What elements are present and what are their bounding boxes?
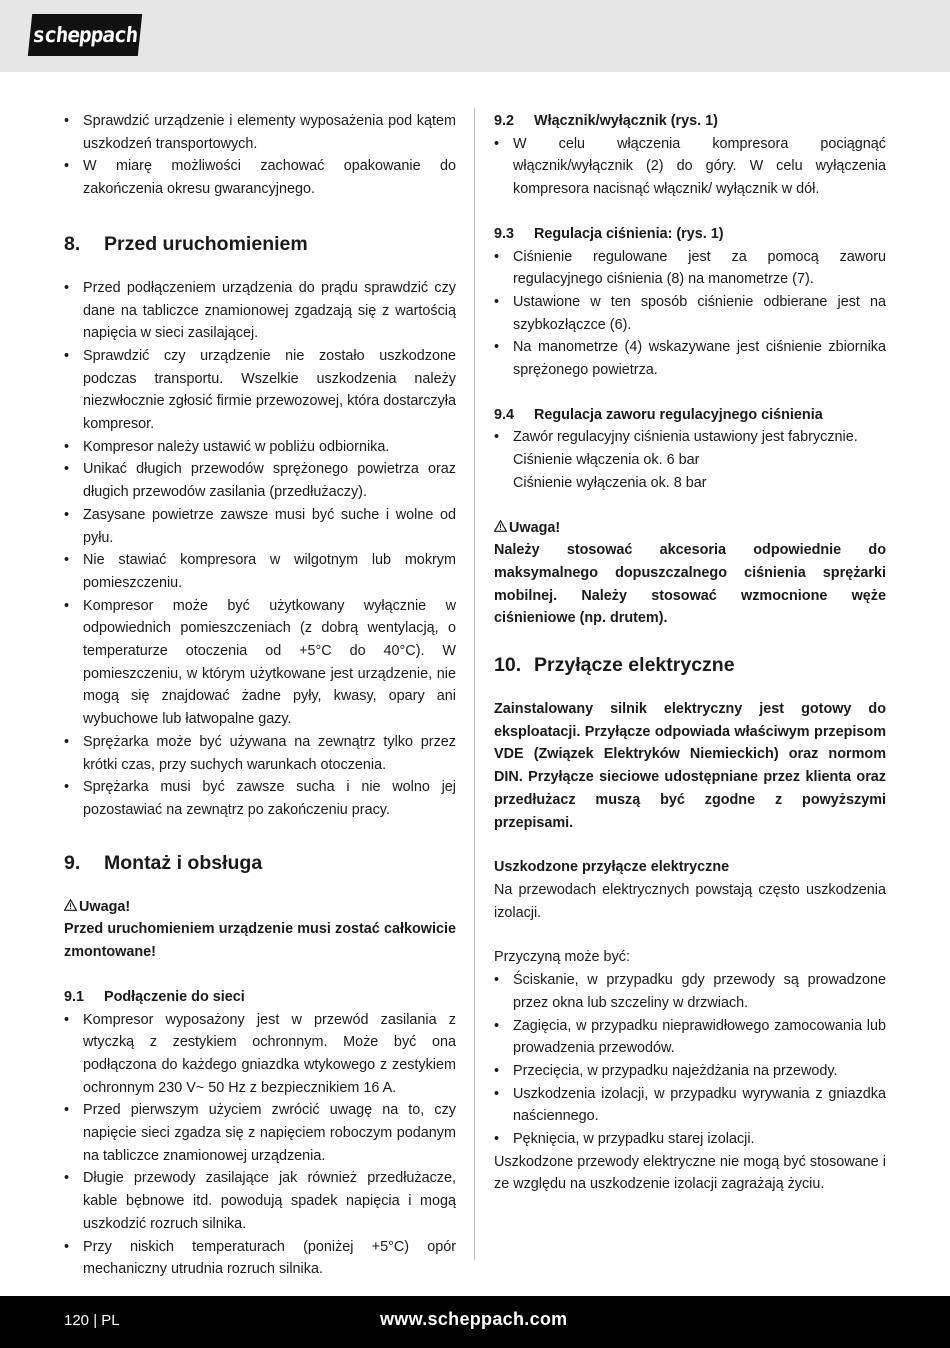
warning-text: Należy stosować akcesoria odpowiednie do maksymalnego dopuszczalnego ciśnienia sprężarki mobilnej. Należy stosować wzmocnione węże ciśnieniowe (np. drutem). <box>494 542 886 627</box>
subsection-9-2-heading <box>494 110 886 133</box>
list-item: • Nie stawiać kompresora w wilgotnym lub mokrym pomieszczeniu. <box>64 549 456 594</box>
causes-bullet-list <box>494 969 886 1151</box>
page-number: 120 | PL <box>64 1312 120 1329</box>
right-column <box>494 110 886 1196</box>
damaged-connection-text: Na przewodach elektrycznych powstają często uszkodzenia izolacji. <box>494 881 886 921</box>
warning-title: Uwaga! <box>79 898 131 915</box>
section-8-heading <box>64 231 456 257</box>
section-number: 10. <box>494 654 522 677</box>
subsection-9-3-bullet-list <box>494 246 886 382</box>
list-item: • Kompresor należy ustawić w pobliżu odbiornika. <box>64 436 456 459</box>
section-10-heading <box>494 652 886 678</box>
list-item: • Sprężarka może być używana na zewnątrz tylko przez krótki czas, przy suchych warunkach otoczenia. <box>64 731 456 776</box>
intro-bullet-list <box>64 110 456 201</box>
list-item: • Unikać długich przewodów sprężonego powietrza oraz długich przewodów zasilania (przedłużaczy). <box>64 458 456 503</box>
list-item: • Sprawdzić czy urządzenie nie zostało uszkodzone podczas transportu. Wszelkie uszkodzenia należy niezwłocznie zgłosić firmie przewozowej, która dostarczyła kompresor. <box>64 345 456 436</box>
subsection-9-4-heading <box>494 404 886 427</box>
list-item: • W celu włączenia kompresora pociągnąć włącznik/wyłącznik (2) do góry. W celu wyłączenia kompresora nacisnąć włącznik/ wyłącznik w dół. <box>494 133 886 201</box>
cause-label: Przyczyną może być: <box>494 949 630 966</box>
section-title: Montaż i obsługa <box>104 851 263 874</box>
section-9-heading <box>64 850 456 876</box>
subsection-9-1-bullet-list <box>64 1009 456 1281</box>
damaged-connection-heading: Uszkodzone przyłącze elektryczne <box>494 859 730 876</box>
list-item: • Kompresor wyposażony jest w przewód zasilania z wtyczką z zestykiem ochronnym. Może być ona podłączona do każdego gniazdka wtykowego z zestykiem ochronnym 230 V~ 50 Hz z bezpiecznikiem 16 A. <box>64 1009 456 1100</box>
list-item: • Uszkodzenia izolacji, w przypadku wyrywania z gniazdka naściennego. <box>494 1083 886 1128</box>
list-item: • Na manometrze (4) wskazywane jest ciśnienie zbiornika sprężonego powietrza. <box>494 336 886 381</box>
pressure-on-value: Ciśnienie włączenia ok. 6 bar <box>513 452 700 469</box>
list-item: • Zasysane powietrze zawsze musi być suche i wolne od pyłu. <box>64 504 456 549</box>
section-10-intro: Zainstalowany silnik elektryczny jest gotowy do eksploatacji. Przyłącze odpowiada właściwym przepisom VDE (Związek Elektryków Niemieckich) oraz normom DIN. Przyłącze sieciowe udostępniane przez klienta oraz przedłużacz muszą być zgodne z powyższymi przepisami. <box>494 701 886 831</box>
closing-text: Uszkodzone przewody elektryczne nie mogą być stosowane i ze względu na uszkodzenie izolacji zagrażają życiu. <box>494 1153 886 1193</box>
warning-text: Przed uruchomieniem urządzenie musi zostać całkowicie zmontowane! <box>64 921 456 961</box>
list-item: • Zawór regulacyjny ciśnienia ustawiony jest fabrycznie. <box>494 426 886 449</box>
subsection-9-3-heading <box>494 223 886 246</box>
warning-box <box>64 896 456 964</box>
page-footer <box>0 1296 950 1348</box>
warning-icon <box>64 896 79 919</box>
left-column <box>64 110 456 1281</box>
list-item: • Przy niskich temperaturach (poniżej +5°C) opór mechaniczny utrudnia rozruch silnika. <box>64 1236 456 1281</box>
section-number: 9. <box>64 851 81 874</box>
subsection-number: 9.2 <box>494 113 515 129</box>
subsection-title: Regulacja zaworu regulacyjnego ciśnienia <box>534 406 823 423</box>
section-title: Przed uruchomieniem <box>104 232 308 255</box>
list-item: • Długie przewody zasilające jak również przedłużacze, kable bębnowe itd. powodują spadek napięcia i mogą uszkodzić rozruch silnika. <box>64 1167 456 1235</box>
list-item: • Kompresor może być użytkowany wyłącznie w odpowiednich pomieszczeniach (z dobrą wentylacją, o temperaturze otoczenia od +5°C do 40°C). W pomieszczeniu, w którym użytkowane jest urządzenie, nie mogą się znajdować żadne pyły, kwasy, opary ani wybuchowe lub łatwopalne gazy. <box>64 595 456 731</box>
list-item: • Ściskanie, w przypadku gdy przewody są prowadzone przez okna lub szczeliny w drzwiach. <box>494 969 886 1014</box>
list-item: • Przecięcia, w przypadku najeżdżania na przewody. <box>494 1060 886 1083</box>
list-item: • Pęknięcia, w przypadku starej izolacji. <box>494 1128 886 1151</box>
subsection-9-2-bullet-list <box>494 133 886 201</box>
list-item: • Ciśnienie regulowane jest za pomocą zaworu regulacyjnego ciśnienia (8) na manometrze (7). <box>494 246 886 291</box>
list-item: • W miarę możliwości zachować opakowanie do zakończenia okresu gwarancyjnego. <box>64 155 456 200</box>
list-item: • Sprawdzić urządzenie i elementy wyposażenia pod kątem uszkodzeń transportowych. <box>64 110 456 155</box>
subsection-title: Regulacja ciśnienia: (rys. 1) <box>534 225 724 242</box>
section-8-bullet-list <box>64 277 456 822</box>
list-item: • Przed podłączeniem urządzenia do prądu sprawdzić czy dane na tabliczce znamionowej zgadzają się z wartością napięcia w sieci zasilającej. <box>64 277 456 345</box>
warning-box <box>494 517 886 631</box>
list-item: • Zagięcia, w przypadku nieprawidłowego zamocowania lub prowadzenia przewodów. <box>494 1015 886 1060</box>
section-title: Przyłącze elektryczne <box>534 654 735 677</box>
subsection-9-1-heading <box>64 986 456 1009</box>
subsection-title: Podłączenie do sieci <box>104 988 245 1005</box>
subsection-number: 9.4 <box>494 406 515 423</box>
list-item: • Ustawione w ten sposób ciśnienie odbierane jest na szybkozłączce (6). <box>494 291 886 336</box>
list-item: • Sprężarka musi być zawsze sucha i nie wolno jej pozostawiać na zewnątrz po zakończeniu pracy. <box>64 776 456 821</box>
section-number: 8. <box>64 232 81 255</box>
subsection-number: 9.3 <box>494 225 515 242</box>
brand-logo: scheppach <box>28 14 142 56</box>
pressure-off-value: Ciśnienie wyłączenia ok. 8 bar <box>513 474 707 491</box>
list-item: • Przed pierwszym użyciem zwrócić uwagę na to, czy napięcie sieci zgadza się z napięciem roboczym podanym na tabliczce znamionowej urządzenia. <box>64 1099 456 1167</box>
page-header <box>0 0 950 72</box>
website-link[interactable]: www.scheppach.com <box>380 1309 568 1329</box>
warning-icon <box>494 517 509 540</box>
warning-title: Uwaga! <box>509 519 561 536</box>
subsection-title: Włącznik/wyłącznik (rys. 1) <box>534 113 718 129</box>
column-divider <box>474 108 475 1260</box>
subsection-9-4-bullet-list <box>494 426 886 449</box>
subsection-number: 9.1 <box>64 988 85 1005</box>
